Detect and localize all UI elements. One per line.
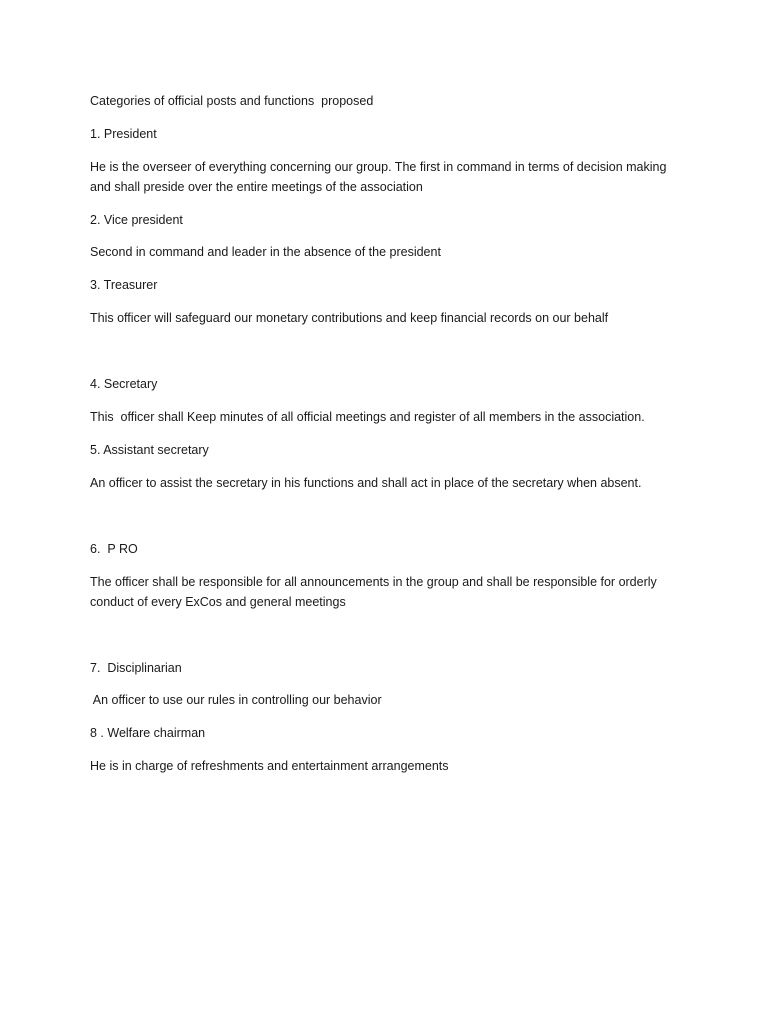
post-title-welfare-chairman: 8 . Welfare chairman xyxy=(90,726,206,740)
post-desc-secretary: This officer shall Keep minutes of all official meetings and register of all members in the association. xyxy=(90,410,645,424)
post-desc-pro-line-1: The officer shall be responsible for all announcements in the group and shall be responsible for orderly xyxy=(90,575,657,589)
post-desc-vice-president: Second in command and leader in the absence of the president xyxy=(90,245,441,259)
post-title-pro: 6. P RO xyxy=(90,542,138,556)
document-heading: Categories of official posts and functions proposed xyxy=(90,94,374,108)
post-title-disciplinarian: 7. Disciplinarian xyxy=(90,661,182,675)
post-desc-president-line-1: He is the overseer of everything concerning our group. The first in command in terms of decision making xyxy=(90,160,667,174)
post-desc-assistant-secretary: An officer to assist the secretary in his functions and shall act in place of the secretary when absent. xyxy=(90,476,642,490)
post-title-treasurer: 3. Treasurer xyxy=(90,278,158,292)
post-desc-pro-line-2: conduct of every ExCos and general meetings xyxy=(90,595,346,609)
post-desc-disciplinarian: An officer to use our rules in controlling our behavior xyxy=(90,693,382,707)
post-title-vice-president: 2. Vice president xyxy=(90,213,183,227)
post-title-secretary: 4. Secretary xyxy=(90,377,158,391)
post-desc-president-line-2: and shall preside over the entire meetings of the association xyxy=(90,180,423,194)
post-title-assistant-secretary: 5. Assistant secretary xyxy=(90,443,209,457)
post-desc-welfare-chairman: He is in charge of refreshments and entertainment arrangements xyxy=(90,759,449,773)
post-title-president: 1. President xyxy=(90,127,157,141)
post-desc-treasurer: This officer will safeguard our monetary contributions and keep financial records on our behalf xyxy=(90,311,609,325)
